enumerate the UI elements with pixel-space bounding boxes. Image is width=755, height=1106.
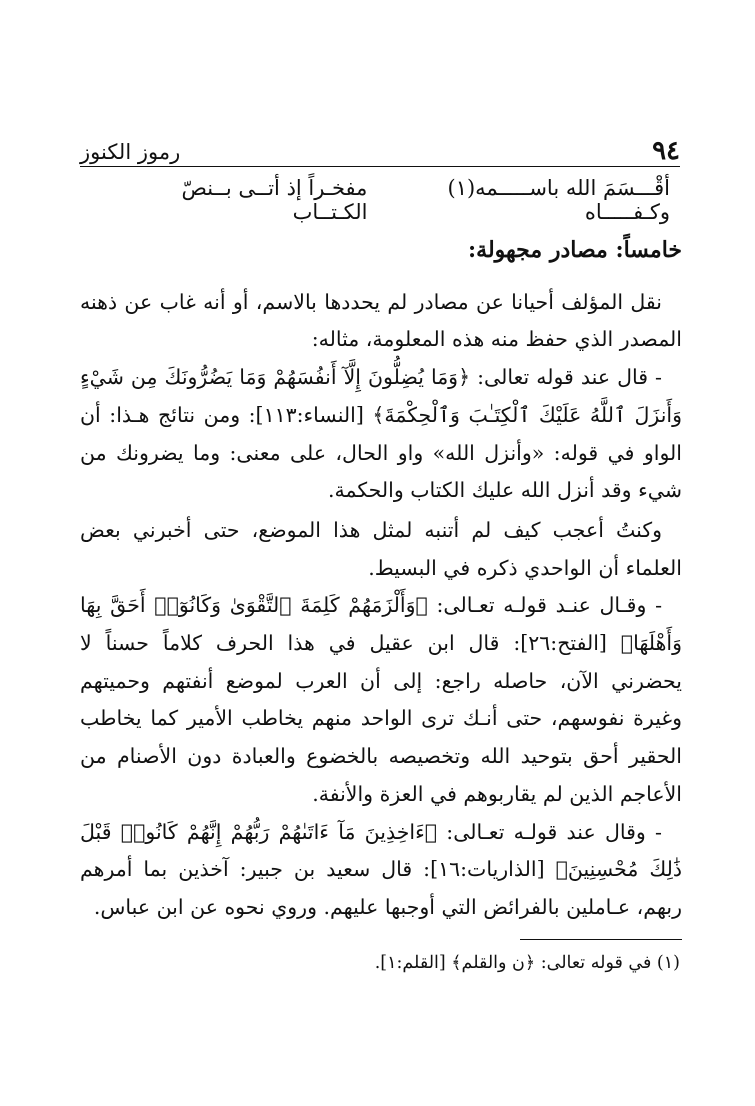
body-paragraph: - وقال عند قولـه تعـالى: ﴿ءَاخِذِينَ مَآ ءَاتَىٰهُمْ رَبُّهُمْ إِنَّهُمْ كَانُوا۟ قَبْلَ ذَٰلِكَ مُحْسِنِينَ﴾ [الذاريات:١٦]: قال سعيد بن جبير: آخذين بما أمرهم ربهم، عـاملين بالفرائض التي أوجبها عليهم. وروي نحوه عن ابن عباس. (80, 819, 683, 919)
body-paragraph: نقل المؤلف أحيانا عن مصادر لم يحددها بالاسم، أو أنه غاب عن ذهنه المصدر الذي حفظ منه هذه المعلومة، مثاله: (80, 289, 682, 352)
section-heading: خامساً: مصادر مجهولة: (468, 237, 682, 263)
verse-second-hemistich: مفخـراً إذ أتــى بــنصّ الكـتــاب (181, 176, 368, 224)
body-paragraph: وكنتُ أعجب كيف لم أتنبه لمثل هذا الموضع، حتى أخبرني بعض العلماء أن الواحدي ذكره في البسيط. (80, 517, 682, 580)
footnote: (١) في قوله تعالى: ﴿ن والقلم﴾ [القلم:١]. (374, 953, 680, 973)
poetry-verse (110, 176, 670, 224)
body-paragraph: - قال عند قوله تعالى: ﴿وَمَا يُضِلُّونَ إِلَّآ أَنفُسَهُمْ وَمَا يَضُرُّونَكَ مِن شَيْءٍ وَأَنزَلَ ٱللَّهُ عَلَيْكَ ٱلْكِتَـٰبَ وَٱلْحِكْمَةَ﴾ [النساء:١١٣]: ومن نتائج هـذا: أن الواو في قوله: «وأنزل الله» واو الحال، على معنى: وما يضرونك من شيء وقد أنزل الله عليك الكتاب والحكمة. (80, 365, 682, 503)
verse-first-hemistich: أقْـــسَمَ الله باســـــمه(١) وكـفـــــاه (447, 176, 670, 224)
footnote-rule (520, 939, 682, 940)
body-paragraph: - وقـال عنـد قولـه تعـالى: ﴿وَأَلْزَمَهُمْ كَلِمَةَ ٱلتَّقْوَىٰ وَكَانُوٓا۟ أَحَقَّ بِهَا وَأَهْلَهَا﴾ [الفتح:٢٦]: قال ابن عقيل في هذا الحرف كلاماً حسناً لا يحضرني الآن، حاصله راجع: إلى أن العرب لموضع أنفتهم وحميتهم وغيرة نفوسهم، حتى أنـك ترى الواحد منهم يخاطب الأمير كما يخاطب الحقير أحق بتوحيد الله وتخصيصه بالخضوع والعبادة دون الأصنام من الأعاجم الذين لم يقاربوهم في العزة والأنفة. (80, 593, 682, 806)
main-text (80, 232, 682, 927)
page-number: ٩٤ (652, 136, 680, 166)
running-title: رموز الكنوز (80, 140, 181, 164)
header-rule (80, 166, 680, 167)
